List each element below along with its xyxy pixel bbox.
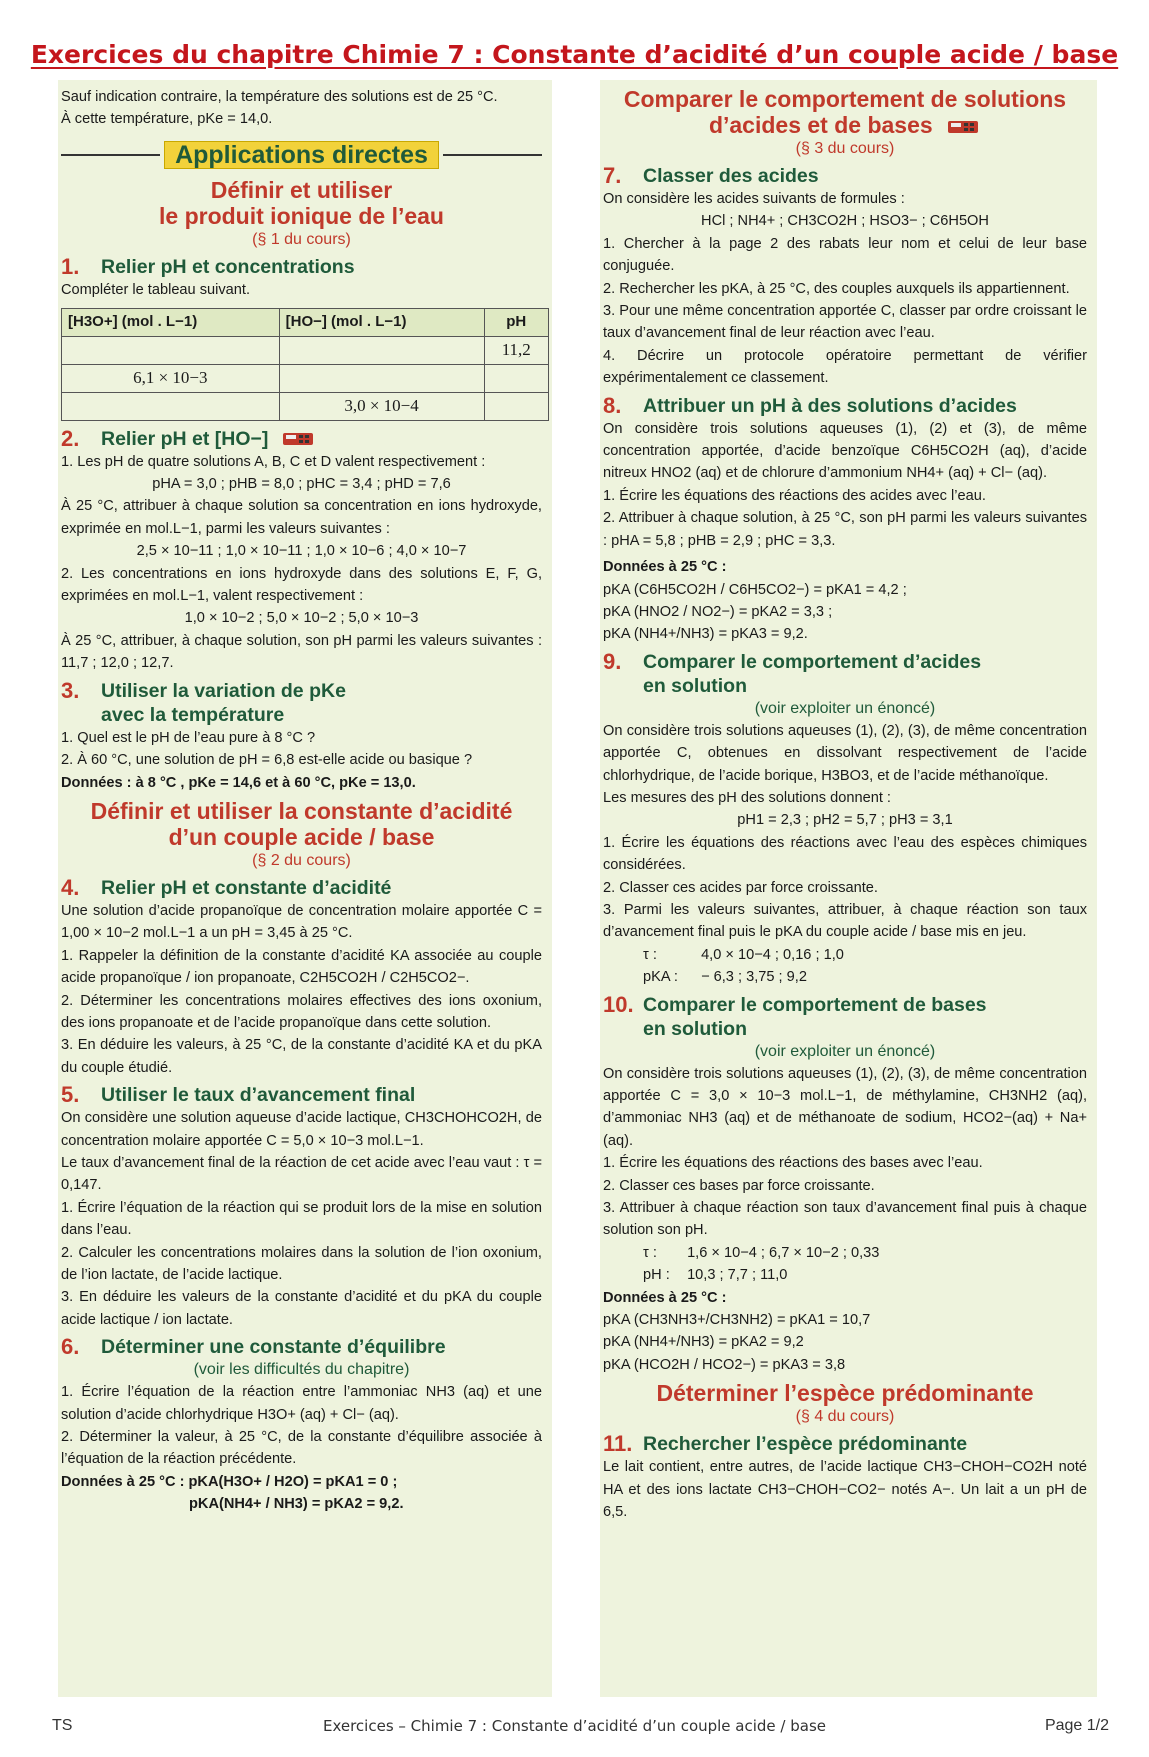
exercise-5-title	[61, 1083, 542, 1107]
exercise-heading: Relier pH et [HO−]	[101, 427, 269, 450]
table-header: [HO−] (mol . L−1)	[279, 308, 484, 336]
question: 1. Les pH de quatre solutions A, B, C et D valent respectivement :	[61, 453, 486, 470]
section-banner	[61, 141, 542, 169]
exercise-number: 5.	[61, 1082, 80, 1108]
exercise-number: 6.	[61, 1334, 80, 1360]
exercise-number: 3.	[61, 677, 80, 703]
values: 1,0 × 10−2 ; 5,0 × 10−2 ; 5,0 × 10−3	[184, 610, 419, 627]
calculator-icon	[947, 118, 981, 136]
divider	[443, 154, 542, 156]
exercise-text: Le taux d’avancement final de la réaction de cet acide avec l’eau vaut : τ = 0,147.	[61, 1154, 542, 1194]
exercise-reference: (voir les difficultés du chapitre)	[193, 1361, 410, 1379]
question: 2. Calculer les concentrations molaires dans la solution de l’ion oxonium, de l’ion lactate, de l’acide lactique.	[61, 1244, 542, 1283]
page-number: Page 1/2	[1044, 1717, 1109, 1734]
exercise-10-title	[603, 993, 1087, 1041]
values: HCl ; NH4+ ; CH3CO2H ; HSO3− ; C6H5OH	[701, 213, 989, 230]
table-cell	[279, 364, 484, 392]
exercise-1-title	[61, 255, 542, 279]
footer-title: Exercices – Chimie 7 : Constante d’acidité d’un couple acide / base	[322, 1717, 827, 1735]
exercise-text: On considère une solution aqueuse d’acide lactique, CH3CHOHCO2H, de concentration molaire apportée C = 5,0 × 10−3 mol.L−1.	[61, 1110, 542, 1149]
table-row	[62, 392, 549, 420]
values: 2,5 × 10−11 ; 1,0 × 10−11 ; 1,0 × 10−6 ; 4,0 × 10−7	[136, 543, 467, 560]
value-label: pH :	[643, 1267, 670, 1284]
section-heading: Comparer le comportement de solutions	[623, 86, 1067, 112]
table-row	[62, 364, 549, 392]
data-note: pKA(NH4+ / NH3) = pKA2 = 9,2.	[189, 1496, 404, 1513]
table-header: [H3O+] (mol . L−1)	[62, 308, 280, 336]
question: 3. En déduire les valeurs de la constante d’acidité et du pKA du couple acide lactique / ion lactate.	[61, 1289, 542, 1328]
exercise-text: Le lait contient, entre autres, de l’acide lactique CH3−CHOH−CO2H noté HA et des ions lactate CH3−CHOH−CO2− notés A−. Un lait a un pH de 6,5.	[603, 1459, 1087, 1521]
data-line: pKA (NH4+/NH3) = pKA3 = 9,2.	[603, 626, 808, 643]
section-reference: (§ 4 du cours)	[795, 1408, 895, 1426]
data-line: pKA (HNO2 / NO2−) = pKA2 = 3,3 ;	[603, 603, 833, 620]
exercise-text: Compléter le tableau suivant.	[61, 282, 251, 299]
data-title: Données à 25 °C :	[603, 1289, 727, 1306]
exercise-heading: Utiliser le taux d’avancement final	[101, 1084, 416, 1107]
section-reference: (§ 2 du cours)	[252, 851, 351, 869]
exercise-text: Une solution d’acide propanoïque de concentration molaire apportée C = 1,00 × 10−2 mol.L−1 a un pH = 3,45 à 25 °C.	[61, 902, 542, 942]
exercise-heading: en solution	[643, 1017, 747, 1040]
table-cell	[484, 392, 549, 420]
section-reference: (§ 1 du cours)	[252, 231, 351, 249]
question: 1. Écrire les équations des réactions avec l’eau des espèces chimiques considérées.	[603, 834, 1087, 874]
exercise-4-title	[61, 876, 542, 900]
exercise-3-title	[61, 679, 542, 727]
exercise-7-title	[603, 164, 1087, 188]
exercise-heading: Comparer le comportement de bases	[643, 993, 987, 1016]
data-title: Données à 25 °C :	[603, 559, 727, 576]
exercise-heading: avec la température	[101, 703, 285, 726]
footer-class: TS	[52, 1717, 73, 1734]
exercise-heading: Relier pH et constante d’acidité	[101, 876, 392, 899]
page-title: Exercices du chapitre Chimie 7 : Constante d’acidité d’un couple acide / base	[30, 40, 1119, 69]
exercise-6-title	[61, 1335, 542, 1359]
exercise-heading: Utiliser la variation de pKe	[101, 679, 346, 702]
values: pH1 = 2,3 ; pH2 = 5,7 ; pH3 = 3,1	[737, 812, 953, 829]
exercise-2-title	[61, 427, 542, 451]
exercise-text: Les mesures des pH des solutions donnent :	[603, 789, 891, 806]
exercise-heading: en solution	[643, 674, 747, 697]
intro-text-pke: À cette température, pKe = 14,0.	[61, 111, 273, 128]
exercise-text: On considère les acides suivants de formules :	[603, 191, 905, 207]
question: 2. Classer ces bases par force croissante.	[603, 1177, 875, 1194]
table-header: pH	[484, 308, 549, 336]
table-cell: 6,1 × 10−3	[62, 364, 280, 392]
exercise-number: 2.	[61, 425, 80, 451]
value-label: τ :	[643, 946, 657, 963]
section-heading: Déterminer l’espèce prédominante	[656, 1380, 1034, 1407]
value-label: τ :	[643, 1244, 657, 1261]
exercise-text: On considère trois solutions aqueuses (1), (2) et (3), de même concentration apportée, d’acide benzoïque C6H5CO2H (aq), d’acide nitreux HNO2 (aq) et de chlorure d’ammonium NH4+ (aq) + Cl− (aq).	[603, 420, 1087, 482]
exercise-reference: (voir exploiter un énoncé)	[754, 1042, 936, 1060]
value-label: pKA :	[643, 969, 678, 986]
question: 3. Pour une même concentration apportée C, classer par ordre croissant le taux d’avancement final de leur réaction avec l’eau.	[603, 303, 1087, 342]
table-cell	[62, 336, 280, 364]
exercise-reference: (voir exploiter un énoncé)	[754, 699, 936, 717]
right-column	[600, 80, 1097, 1697]
exercise-heading: Rechercher l’espèce prédominante	[643, 1433, 968, 1456]
section-heading: Définir et utiliser la constante d’acidité	[90, 797, 513, 824]
exercise-8-title	[603, 394, 1087, 418]
table-cell: 11,2	[484, 336, 549, 364]
question: 2. Attribuer à chaque solution, à 25 °C, son pH parmi les valeurs suivantes : pHA = 5,8 ; pHB = 2,9 ; pHC = 3,3.	[603, 510, 1087, 549]
values: 1,6 × 10−4 ; 6,7 × 10−2 ; 0,33	[687, 1244, 880, 1261]
question: 2. Les concentrations en ions hydroxyde dans des solutions E, F, G, exprimées en mol.L−1, valent respectivement :	[61, 565, 542, 605]
values: 10,3 ; 7,7 ; 11,0	[687, 1267, 788, 1284]
exercise-heading: Déterminer une constante d’équilibre	[101, 1336, 446, 1359]
left-column	[58, 80, 552, 1697]
exercise-number: 8.	[603, 392, 622, 418]
exercise-number: 1.	[61, 254, 80, 280]
exercise-number: 7.	[603, 163, 622, 188]
values: 4,0 × 10−4 ; 0,16 ; 1,0	[701, 946, 844, 963]
data-line: pKA (CH3NH3+/CH3NH2) = pKA1 = 10,7	[603, 1312, 871, 1329]
question: 3. Parmi les valeurs suivantes, attribuer, à chaque réaction son taux d’avancement final puis le pKA du couple acide / base mis en jeu.	[603, 901, 1087, 941]
table-cell	[62, 392, 280, 420]
question: 2. Déterminer les concentrations molaires effectives des ions oxonium, des ions propanoate et de l’acide propanoïque dans cette solution.	[61, 992, 542, 1031]
concentration-table	[61, 308, 549, 421]
question: 1. Rappeler la définition de la constante d’acidité KA associée au couple acide propanoïque / ion propanoate, C2H5CO2H / C2H5CO2−.	[61, 947, 542, 987]
section-reference: (§ 3 du cours)	[795, 140, 895, 157]
question: 1. Écrire l’équation de la réaction entre l’ammoniac NH3 (aq) et une solution d’acide chlorhydrique H3O+ (aq) + Cl− (aq).	[61, 1384, 542, 1423]
calculator-icon	[282, 430, 316, 448]
question: 1. Chercher à la page 2 des rabats leur nom et celui de leur base conjuguée.	[603, 235, 1087, 275]
exercise-heading: Relier pH et concentrations	[101, 256, 355, 279]
question: 4. Décrire un protocole opératoire permettant de vérifier expérimentalement ce classement.	[603, 347, 1087, 387]
table-cell	[484, 364, 549, 392]
exercise-number: 9.	[603, 648, 622, 674]
values: pHA = 3,0 ; pHB = 8,0 ; pHC = 3,4 ; pHD = 7,6	[152, 476, 451, 493]
table-row	[62, 336, 549, 364]
section-heading: d’un couple acide / base	[168, 823, 435, 850]
exercise-9-title	[603, 650, 1087, 698]
exercise-heading: Classer des acides	[643, 165, 819, 187]
question: À 25 °C, attribuer à chaque solution sa concentration en ions hydroxyde, exprimée en mol.L−1, parmi les valeurs suivantes :	[61, 498, 542, 537]
section-heading: Définir et utiliser	[210, 177, 393, 204]
table-header-row	[62, 308, 549, 336]
exercise-heading: Comparer le comportement d’acides	[643, 650, 982, 673]
data-line: pKA (HCO2H / HCO2−) = pKA3 = 3,8	[603, 1356, 846, 1373]
exercise-text: On considère trois solutions aqueuses (1), (2), (3), de même concentration apportée C, obtenues en dissolvant respectivement de l’acide chlorhydrique, de l’acide borique, H3BO3, et de l’acide méthanoïque.	[603, 722, 1087, 784]
data-note: Données à 25 °C : pKA(H3O+ / H2O) = pKA1 = 0 ;	[61, 1473, 398, 1490]
question: 2. Classer ces acides par force croissante.	[603, 879, 878, 896]
exercise-number: 4.	[61, 874, 80, 900]
question: 1. Écrire les équations des réactions des bases avec l’eau.	[603, 1155, 983, 1172]
exercise-text: On considère trois solutions aqueuses (1), (2), (3), de même concentration apportée C = 3,0 × 10−3 mol.L−1, de méthylamine, CH3NH2 (aq), d’ammoniac NH3 (aq) et de méthanoate de sodium, HCO2−(aq) + Na+ (aq).	[603, 1065, 1087, 1149]
question: À 25 °C, attribuer, à chaque solution, son pH parmi les valeurs suivantes : 11,7 ; 12,0 ; 12,7.	[61, 632, 542, 672]
question: 2. Rechercher les pKA, à 25 °C, des couples auxquels ils appartiennent.	[603, 280, 1070, 297]
section-heading: le produit ionique de l’eau	[159, 203, 444, 230]
table-cell	[279, 336, 484, 364]
section-heading: d’acides et de bases	[708, 112, 933, 138]
question: 2. Déterminer la valeur, à 25 °C, de la constante d’équilibre associée à l’équation de la réaction précédente.	[61, 1429, 542, 1468]
data-line: pKA (C6H5CO2H / C6H5CO2−) = pKA1 = 4,2 ;	[603, 581, 907, 598]
intro-text: Sauf indication contraire, la température des solutions est de 25 °C.	[61, 89, 498, 105]
data-note: Données : à 8 °C , pKe = 14,6 et à 60 °C, pKe = 13,0.	[61, 774, 416, 791]
question: 1. Écrire les équations des réactions des acides avec l’eau.	[603, 487, 986, 504]
data-line: pKA (NH4+/NH3) = pKA2 = 9,2	[603, 1334, 804, 1351]
banner-applications-directes: Applications directes	[164, 141, 439, 169]
exercise-number: 10.	[603, 991, 634, 1017]
exercise-heading: Attribuer un pH à des solutions d’acides	[643, 394, 1017, 417]
question: 3. Attribuer à chaque réaction son taux d’avancement final puis à chaque solution son pH.	[603, 1200, 1087, 1239]
question: 1. Quel est le pH de l’eau pure à 8 °C ?	[61, 729, 316, 746]
exercise-11-title	[603, 1432, 1087, 1456]
question: 2. À 60 °C, une solution de pH = 6,8 est-elle acide ou basique ?	[61, 752, 473, 769]
exercise-number: 11.	[603, 1431, 633, 1457]
values: − 6,3 ; 3,75 ; 9,2	[701, 969, 807, 986]
question: 1. Écrire l’équation de la réaction qui se produit lors de la mise en solution dans l’eau.	[61, 1199, 542, 1239]
table-cell: 3,0 × 10−4	[279, 392, 484, 420]
question: 3. En déduire les valeurs, à 25 °C, de la constante d’acidité KA et du pKA du couple étudié.	[61, 1037, 542, 1076]
divider	[61, 154, 160, 156]
